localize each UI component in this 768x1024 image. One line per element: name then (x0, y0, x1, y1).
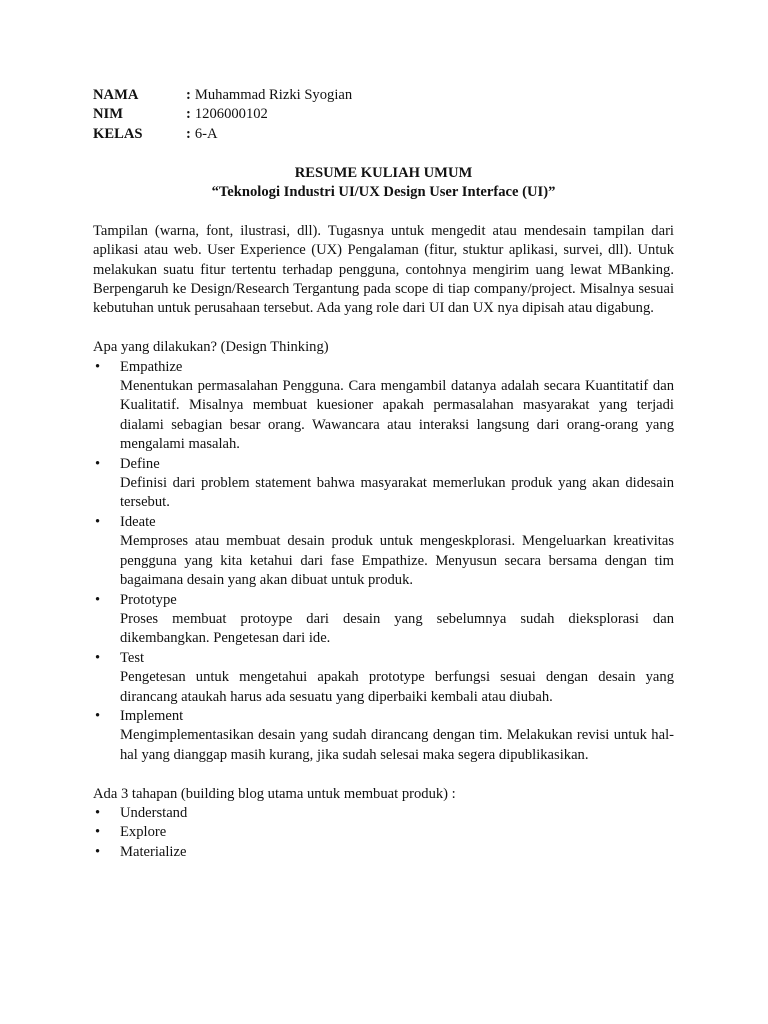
list-item (93, 455, 674, 513)
document-page (93, 86, 674, 862)
spacer (93, 202, 674, 221)
list-item-description: Definisi dari problem statement bahwa masyarakat memerlukan produk yang akan didesain tersebut. (120, 475, 674, 511)
identity-block (93, 86, 674, 144)
identity-colon: : (186, 106, 191, 123)
design-thinking-heading: Apa yang dilakukan? (Design Thinking) (93, 339, 329, 356)
identity-value: 6-A (194, 125, 218, 142)
identity-label: NAMA (93, 87, 139, 103)
list-item (93, 804, 674, 823)
spacer (93, 319, 674, 338)
spacer (93, 144, 674, 163)
list-item-title: Prototype (120, 591, 177, 608)
identity-label: NIM (93, 106, 123, 123)
list-item-title: Define (120, 455, 160, 472)
document-title: RESUME KULIAH UMUM (294, 164, 473, 181)
design-thinking-list (93, 358, 674, 766)
list-item-description: Menentukan permasalahan Pengguna. Cara mengambil datanya adalah secara Kuantitatif dan Kualitatif. Misalnya membuat kuesioner apakah permasalahan masyarakat yang terjadi dialami sebagian besar orang. Wawancara atau interaksi langsung dari orang-orang yang mengalami masalah. (120, 378, 674, 453)
bullet-icon: • (95, 707, 101, 724)
bullet-icon: • (95, 824, 101, 841)
identity-row-kelas (93, 125, 674, 144)
bullet-icon: • (95, 804, 101, 821)
bullet-icon: • (95, 649, 101, 666)
list-item-title: Ideate (120, 513, 156, 530)
spacer (93, 765, 674, 784)
identity-colon: : (186, 125, 191, 142)
list-item-description: Mengimplementasikan desain yang sudah dirancang dengan tim. Melakukan revisi untuk hal-hal yang dianggap masih kurang, jika sudah selesai maka segera dipublikasikan. (120, 727, 674, 763)
list-item-title: Implement (120, 707, 184, 724)
bullet-icon: • (95, 513, 101, 530)
bullet-icon: • (95, 843, 101, 860)
identity-colon: : (186, 87, 191, 103)
list-item-title: Test (120, 649, 145, 666)
list-item (93, 707, 674, 765)
identity-row-nama (93, 86, 674, 105)
list-item-title: Materialize (120, 843, 187, 860)
intro-paragraph: Tampilan (warna, font, ilustrasi, dll). Tugasnya untuk mengedit atau mendesain tampilan dari aplikasi atau web. User Experience (UX) Pengalaman (fitur, stuktur aplikasi, survei, dll). Untuk melakukan suatu fitur tertentu terhadap pengguna, contohnya mengirim uang lewat MBanking. Berpengaruh ke Design/Research Tergantung pada scope di tiap company/project. Misalnya sesuai kebutuhan untuk perusahaan tersebut. Ada yang role dari UI dan UX nya dipisah atau digabung. (93, 222, 674, 317)
list-item (93, 513, 674, 591)
list-item (93, 649, 674, 707)
identity-label: KELAS (93, 125, 143, 142)
bullet-icon: • (95, 591, 101, 608)
list-item-description: Proses membuat protoype dari desain yang sebelumnya sudah dieksplorasi dan dikembangkan. Pengetesan dari ide. (120, 610, 674, 647)
list-item-description: Memproses atau membuat desain produk untuk mengeskplorasi. Mengeluarkan kreativitas pengguna yang kita ketahui dari fase Empathize. Menyusun secara bersama dengan tim bagaimana desain yang akan dibuat untuk produk. (120, 533, 674, 589)
list-item (93, 843, 674, 862)
list-item-title: Understand (120, 804, 188, 821)
list-item (93, 591, 674, 649)
list-item (93, 823, 674, 842)
list-item-title: Empathize (120, 358, 183, 375)
list-item-title: Explore (120, 824, 167, 841)
list-item-description: Pengetesan untuk mengetahui apakah prototype berfungsi sesuai dengan desain yang dirancang ataukah harus ada sesuatu yang diperbaiki kembali atau diubah. (120, 669, 674, 705)
identity-value: 1206000102 (194, 106, 268, 123)
bullet-icon: • (95, 455, 101, 472)
list-item (93, 358, 674, 455)
stages-list (93, 804, 674, 862)
identity-row-nim (93, 105, 674, 124)
document-subtitle: “Teknologi Industri UI/UX Design User Interface (UI)” (211, 184, 556, 201)
stages-heading: Ada 3 tahapan (building blog utama untuk membuat produk) : (93, 785, 456, 802)
identity-value: Muhammad Rizki Syogian (194, 87, 353, 103)
bullet-icon: • (95, 358, 101, 375)
